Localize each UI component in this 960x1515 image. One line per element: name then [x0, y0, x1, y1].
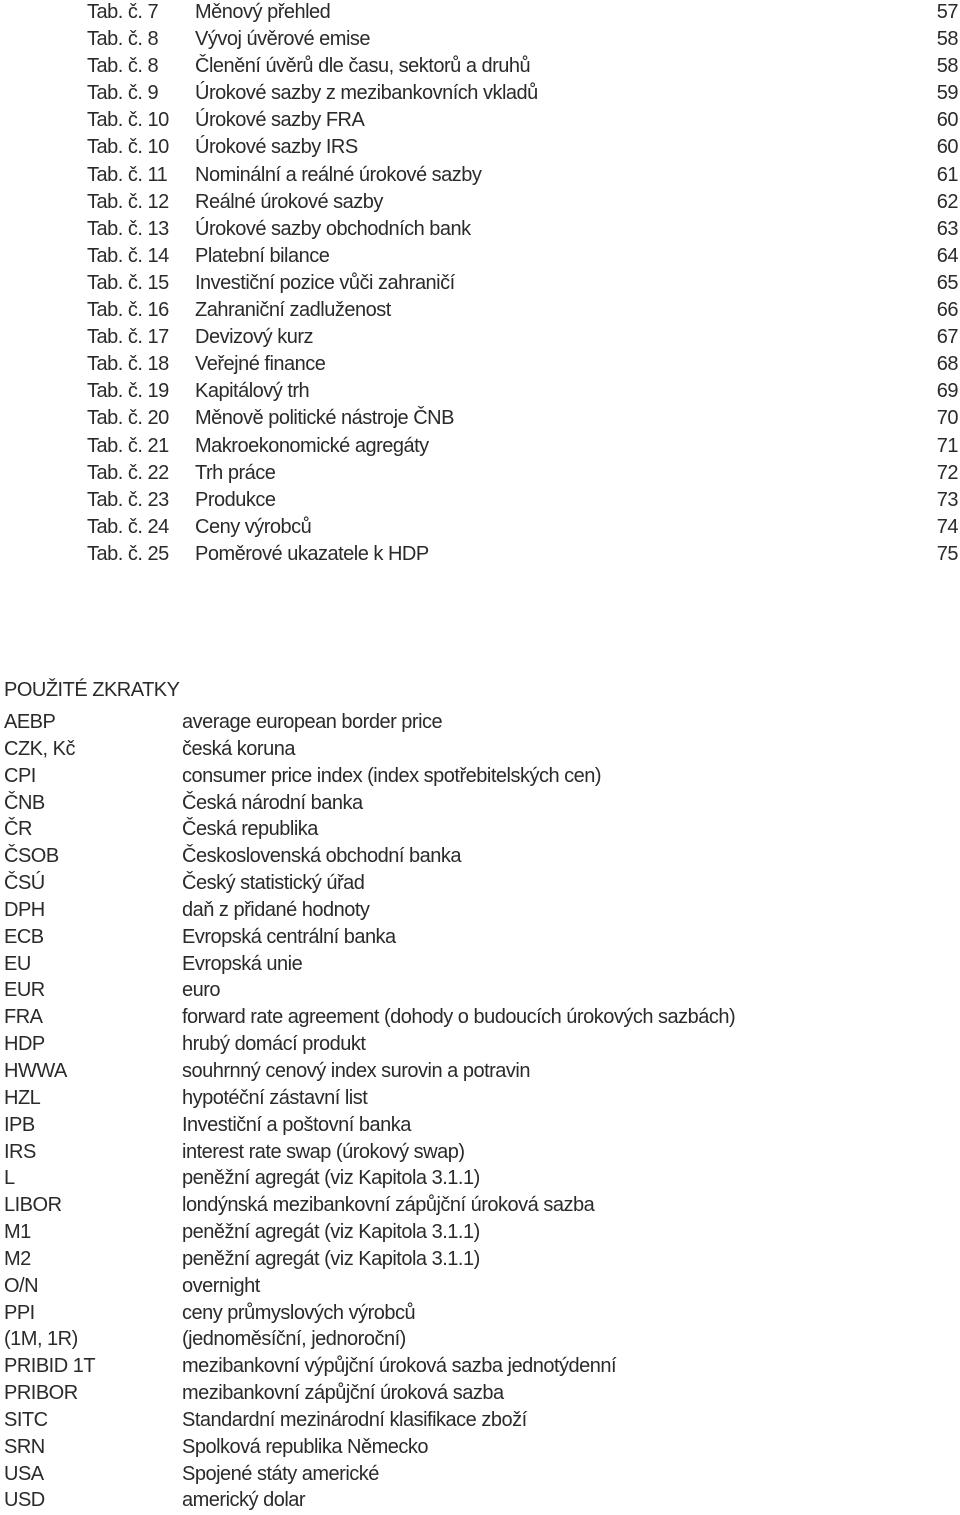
abbreviation-row	[0, 1301, 960, 1328]
abbreviations-list	[0, 710, 960, 1515]
abbreviation-code: SRN	[4, 1435, 45, 1458]
toc-page-number: 72	[936, 461, 958, 484]
abbreviation-meaning: souhrnný cenový index surovin a potravin	[182, 1059, 530, 1082]
toc-label: Tab. č. 11	[87, 163, 168, 186]
abbreviation-code: AEBP	[4, 711, 56, 733]
abbreviation-code: ČR	[4, 818, 32, 841]
abbreviation-row	[0, 1193, 960, 1220]
toc-label: Tab. č. 24	[87, 515, 169, 538]
toc-page-number: 70	[936, 407, 958, 430]
abbreviation-code: EU	[4, 952, 31, 975]
toc-row	[0, 325, 960, 352]
abbreviation-meaning: average european border price	[182, 711, 443, 733]
abbreviation-meaning: mezibankovní výpůjční úroková sazba jednotýdenní	[182, 1355, 617, 1378]
toc-page-number: 67	[936, 326, 958, 349]
abbreviation-meaning: hypotéční zástavní list	[182, 1086, 368, 1109]
abbreviation-code: M2	[4, 1247, 31, 1270]
toc-page-number: 57	[936, 1, 958, 23]
abbreviation-code: IPB	[4, 1113, 35, 1136]
toc-title: Nominální a reálné úrokové sazby	[195, 163, 482, 186]
abbreviation-meaning: londýnská mezibankovní zápůjční úroková sazba	[182, 1194, 595, 1217]
toc-row	[0, 163, 960, 190]
abbreviation-meaning: Spolková republika Německo	[182, 1435, 429, 1458]
abbreviation-row	[0, 1220, 960, 1247]
toc-page-number: 66	[936, 299, 958, 322]
toc-label: Tab. č. 12	[87, 190, 169, 213]
abbreviation-meaning: Spojené státy americké	[182, 1462, 379, 1485]
toc-row	[0, 190, 960, 217]
toc-title: Úrokové sazby FRA	[195, 109, 365, 132]
toc-page-number: 60	[936, 109, 958, 132]
toc-row	[0, 0, 960, 27]
toc-title: Kapitálový trh	[195, 380, 310, 403]
abbreviation-meaning: Československá obchodní banka	[182, 845, 462, 868]
abbreviation-row	[0, 764, 960, 791]
abbreviation-meaning: ceny průmyslových výrobců	[182, 1301, 416, 1324]
toc-title: Úrokové sazby obchodních bank	[195, 217, 471, 240]
toc-title: Ceny výrobců	[195, 515, 312, 538]
toc-row	[0, 217, 960, 244]
abbreviation-row	[0, 1488, 960, 1515]
abbreviation-code: EUR	[4, 979, 45, 1002]
abbreviation-meaning: americký dolar	[182, 1489, 306, 1512]
abbreviation-meaning: Evropská unie	[182, 952, 303, 975]
toc-page-number: 61	[936, 163, 958, 186]
toc-row	[0, 515, 960, 542]
abbreviation-row	[0, 817, 960, 844]
toc-label: Tab. č. 20	[87, 407, 169, 430]
abbreviation-code: HDP	[4, 1033, 45, 1056]
abbreviation-code: HWWA	[4, 1059, 67, 1082]
abbreviation-meaning: daň z přidané hodnoty	[182, 898, 370, 921]
toc-label: Tab. č. 13	[87, 217, 169, 240]
abbreviation-row	[0, 1113, 960, 1140]
toc-label: Tab. č. 18	[87, 353, 169, 376]
toc-title: Vývoj úvěrové emise	[195, 28, 371, 51]
abbreviation-row	[0, 1381, 960, 1408]
abbreviation-code: FRA	[4, 1006, 43, 1029]
abbreviation-meaning: forward rate agreement (dohody o budoucích úrokových sazbách)	[182, 1006, 736, 1029]
toc-title: Produkce	[195, 488, 276, 511]
abbreviation-row	[0, 925, 960, 952]
abbreviation-code: LIBOR	[4, 1194, 62, 1217]
abbreviation-code: IRS	[4, 1140, 36, 1163]
toc-label: Tab. č. 15	[87, 271, 169, 294]
toc-page-number: 64	[936, 244, 958, 267]
toc-page-number: 60	[936, 136, 958, 159]
toc-row	[0, 298, 960, 325]
abbreviations-heading: POUŽITÉ ZKRATKY	[4, 679, 180, 701]
abbreviation-meaning: (jednoměsíční, jednoroční)	[182, 1328, 406, 1351]
abbreviation-meaning: Investiční a poštovní banka	[182, 1113, 411, 1136]
abbreviation-code: CZK, Kč	[4, 737, 75, 760]
abbreviation-row	[0, 1408, 960, 1435]
toc-row	[0, 271, 960, 298]
toc-label: Tab. č. 10	[87, 109, 169, 132]
toc-row	[0, 135, 960, 162]
abbreviation-row	[0, 1247, 960, 1274]
abbreviation-code: ČSOB	[4, 845, 59, 868]
abbreviation-code: CPI	[4, 764, 36, 787]
abbreviation-row	[0, 1140, 960, 1167]
toc-label: Tab. č. 17	[87, 326, 169, 349]
abbreviation-code: DPH	[4, 898, 45, 921]
abbreviation-meaning: euro	[182, 979, 221, 1002]
abbreviation-row	[0, 710, 960, 737]
abbreviation-meaning: Český statistický úřad	[182, 872, 365, 895]
toc-page-number: 63	[936, 217, 958, 240]
abbreviation-code: O/N	[4, 1274, 39, 1297]
toc-row	[0, 244, 960, 271]
toc-label: Tab. č. 23	[87, 488, 169, 511]
abbreviation-row	[0, 791, 960, 818]
table-of-contents	[0, 0, 960, 569]
abbreviation-row	[0, 978, 960, 1005]
toc-label: Tab. č. 10	[87, 136, 169, 159]
abbreviation-meaning: peněžní agregát (viz Kapitola 3.1.1)	[182, 1167, 480, 1190]
abbreviation-row	[0, 1274, 960, 1301]
toc-title: Měnově politické nástroje ČNB	[195, 407, 454, 430]
abbreviation-code: SITC	[4, 1408, 48, 1431]
toc-page-number: 69	[936, 380, 958, 403]
toc-title: Poměrové ukazatele k HDP	[195, 542, 429, 565]
abbreviation-row	[0, 952, 960, 979]
toc-row	[0, 542, 960, 569]
toc-label: Tab. č. 14	[87, 244, 169, 267]
abbreviation-row	[0, 1327, 960, 1354]
abbreviation-meaning: peněžní agregát (viz Kapitola 3.1.1)	[182, 1221, 480, 1244]
toc-page-number: 59	[936, 82, 958, 105]
toc-title: Úrokové sazby z mezibankovních vkladů	[195, 82, 538, 105]
toc-page-number: 65	[936, 271, 958, 294]
abbreviation-code: PRIBID 1T	[4, 1355, 96, 1378]
abbreviation-row	[0, 1462, 960, 1489]
abbreviation-meaning: overnight	[182, 1274, 260, 1297]
toc-page-number: 74	[936, 515, 958, 538]
toc-label: Tab. č. 7	[87, 1, 159, 23]
abbreviation-code: ECB	[4, 925, 44, 948]
toc-title: Trh práce	[195, 461, 276, 484]
toc-label: Tab. č. 8	[87, 55, 159, 78]
toc-label: Tab. č. 16	[87, 299, 169, 322]
toc-row	[0, 488, 960, 515]
toc-title: Platební bilance	[195, 244, 330, 267]
toc-row	[0, 406, 960, 433]
toc-title: Reálné úrokové sazby	[195, 190, 383, 213]
abbreviation-row	[0, 737, 960, 764]
toc-title: Investiční pozice vůči zahraničí	[195, 271, 455, 294]
toc-row	[0, 27, 960, 54]
abbreviation-meaning: peněžní agregát (viz Kapitola 3.1.1)	[182, 1247, 480, 1270]
toc-page-number: 68	[936, 353, 958, 376]
abbreviation-code: M1	[4, 1221, 31, 1244]
abbreviation-code: L	[4, 1167, 15, 1190]
abbreviation-meaning: Standardní mezinárodní klasifikace zboží	[182, 1408, 527, 1431]
toc-title: Úrokové sazby IRS	[195, 136, 358, 159]
abbreviation-row	[0, 1032, 960, 1059]
abbreviation-meaning: consumer price index (index spotřebitelských cen)	[182, 764, 602, 787]
toc-row	[0, 379, 960, 406]
abbreviation-row	[0, 871, 960, 898]
abbreviation-code: ČNB	[4, 791, 45, 814]
toc-title: Členění úvěrů dle času, sektorů a druhů	[195, 55, 531, 78]
toc-page-number: 58	[936, 28, 958, 51]
abbreviation-code: PPI	[4, 1301, 35, 1324]
toc-title: Devizový kurz	[195, 326, 313, 349]
abbreviation-meaning: česká koruna	[182, 737, 295, 760]
abbreviation-row	[0, 844, 960, 871]
toc-page-number: 71	[936, 434, 958, 457]
abbreviation-row	[0, 1166, 960, 1193]
abbreviation-meaning: Česká republika	[182, 818, 318, 841]
abbreviation-meaning: hrubý domácí produkt	[182, 1033, 366, 1056]
toc-label: Tab. č. 8	[87, 28, 159, 51]
abbreviation-row	[0, 1005, 960, 1032]
toc-row	[0, 81, 960, 108]
abbreviation-code: PRIBOR	[4, 1382, 78, 1405]
abbreviation-row	[0, 1059, 960, 1086]
toc-page-number: 62	[936, 190, 958, 213]
abbreviation-row	[0, 1435, 960, 1462]
toc-page-number: 73	[936, 488, 958, 511]
toc-title: Makroekonomické agregáty	[195, 434, 429, 457]
toc-title: Veřejné finance	[195, 353, 326, 376]
toc-row	[0, 434, 960, 461]
abbreviation-row	[0, 1354, 960, 1381]
toc-title: Zahraniční zadluženost	[195, 299, 391, 322]
toc-page-number: 75	[936, 542, 958, 565]
abbreviation-code: USD	[4, 1489, 45, 1512]
abbreviation-meaning: Česká národní banka	[182, 791, 363, 814]
toc-label: Tab. č. 25	[87, 542, 169, 565]
toc-label: Tab. č. 21	[87, 434, 169, 457]
toc-row	[0, 108, 960, 135]
abbreviation-meaning: interest rate swap (úrokový swap)	[182, 1140, 465, 1163]
abbreviation-code: HZL	[4, 1086, 41, 1109]
toc-row	[0, 54, 960, 81]
abbreviation-code: USA	[4, 1462, 44, 1485]
abbreviation-row	[0, 1086, 960, 1113]
toc-label: Tab. č. 9	[87, 82, 159, 105]
toc-label: Tab. č. 19	[87, 380, 169, 403]
abbreviation-code: ČSÚ	[4, 872, 45, 895]
abbreviation-meaning: Evropská centrální banka	[182, 925, 396, 948]
toc-row	[0, 352, 960, 379]
toc-title: Měnový přehled	[195, 1, 331, 23]
abbreviation-meaning: mezibankovní zápůjční úroková sazba	[182, 1382, 504, 1405]
toc-page-number: 58	[936, 55, 958, 78]
toc-row	[0, 461, 960, 488]
abbreviation-row	[0, 898, 960, 925]
abbreviation-code: (1M, 1R)	[4, 1328, 78, 1351]
toc-label: Tab. č. 22	[87, 461, 169, 484]
